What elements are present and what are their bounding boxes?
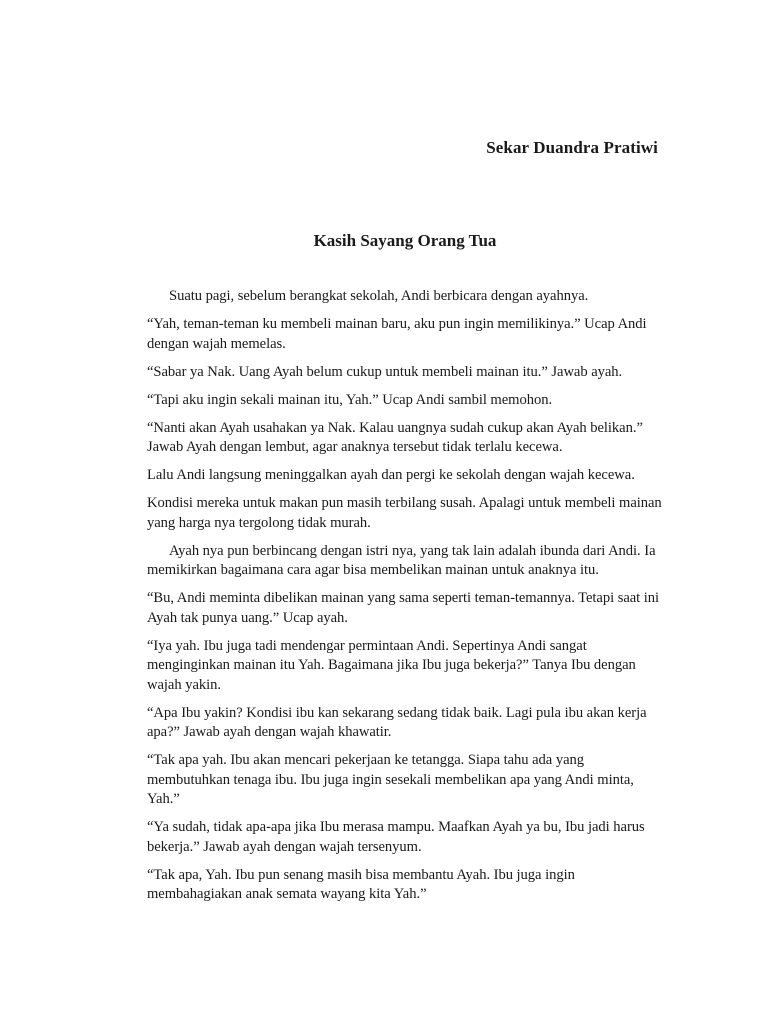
paragraph: “Nanti akan Ayah usahakan ya Nak. Kalau uangnya sudah cukup akan Ayah belikan.” Jawab Ayah dengan lembut, agar anaknya tersebut tidak terlalu kecewa. — [147, 419, 643, 455]
paragraph: “Yah, teman-teman ku membeli mainan baru, aku pun ingin memilikinya.” Ucap Andi dengan wajah memelas. — [147, 316, 647, 352]
story-body — [147, 287, 667, 913]
paragraph: “Tak apa yah. Ibu akan mencari pekerjaan ke tetangga. Siapa tahu ada yang membutuhkan tenaga ibu. Ibu juga ingin sesekali membelikan apa yang Andi minta, Yah.” — [147, 752, 634, 807]
paragraph: Suatu pagi, sebelum berangkat sekolah, Andi berbicara dengan ayahnya. — [169, 288, 589, 304]
paragraph: “Apa Ibu yakin? Kondisi ibu kan sekarang sedang tidak baik. Lagi pula ibu akan kerja apa?” Jawab ayah dengan wajah khawatir. — [147, 704, 647, 740]
paragraph: “Sabar ya Nak. Uang Ayah belum cukup untuk membeli mainan itu.” Jawab ayah. — [147, 363, 623, 380]
story-title: Kasih Sayang Orang Tua — [313, 231, 497, 250]
author-name: Sekar Duandra Pratiwi — [486, 138, 658, 157]
paragraph: “Tak apa, Yah. Ibu pun senang masih bisa membantu Ayah. Ibu juga ingin membahagiakan anak semata wayang kita Yah.” — [147, 866, 575, 902]
paragraph: Lalu Andi langsung meninggalkan ayah dan pergi ke sekolah dengan wajah kecewa. — [147, 467, 635, 483]
paragraph: Kondisi mereka untuk makan pun masih terbilang susah. Apalagi untuk membeli mainan yang harga nya tergolong tidak murah. — [147, 495, 662, 531]
paragraph: Ayah nya pun berbincang dengan istri nya, yang tak lain adalah ibunda dari Andi. Ia memikirkan bagaimana cara agar bisa membelikan mainan untuk anaknya itu. — [147, 542, 656, 578]
paragraph: “Ya sudah, tidak apa-apa jika Ibu merasa mampu. Maafkan Ayah ya bu, Ibu jadi harus bekerja.” Jawab ayah dengan wajah tersenyum. — [147, 819, 645, 855]
paragraph: “Bu, Andi meminta dibelikan mainan yang sama seperti teman-temannya. Tetapi saat ini Ayah tak punya uang.” Ucap ayah. — [147, 590, 660, 626]
paragraph: “Iya yah. Ibu juga tadi mendengar permintaan Andi. Sepertinya Andi sangat menginginkan mainan itu Yah. Bagaimana jika Ibu juga bekerja?” Tanya Ibu dengan wajah yakin. — [147, 637, 636, 693]
paragraph: “Tapi aku ingin sekali mainan itu, Yah.” Ucap Andi sambil memohon. — [147, 391, 553, 408]
